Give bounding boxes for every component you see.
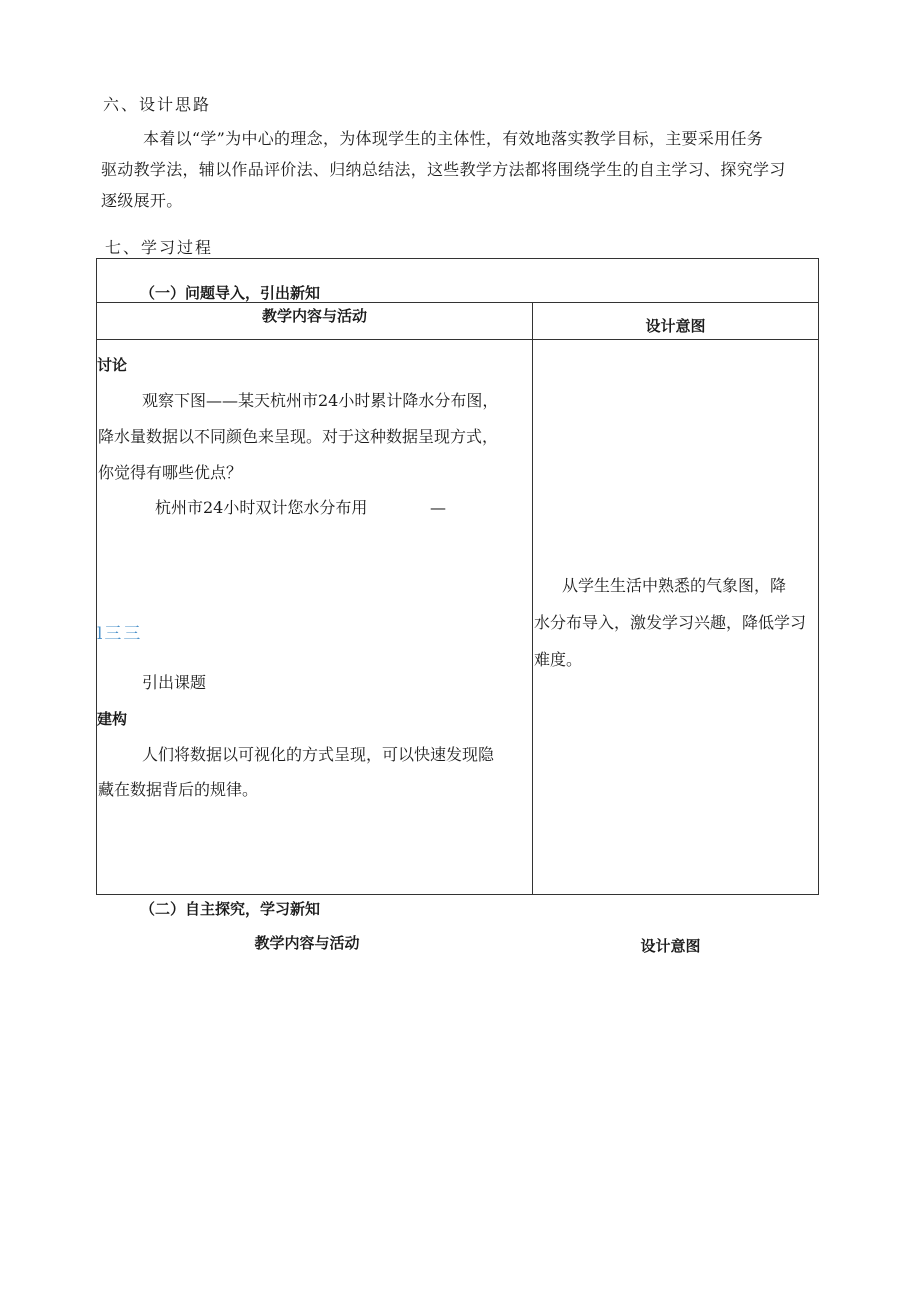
construct-label: 建构 [97, 710, 128, 728]
table-border-right [818, 258, 819, 895]
construct-line-1: 人们将数据以可视化的方式呈现，可以快速发现隐 [142, 745, 495, 764]
table-column-divider [532, 302, 533, 895]
part-one-left-header: 教学内容与活动 [261, 307, 367, 325]
intent-line-1: 从学生生活中熟悉的气象图，降 [562, 576, 787, 595]
discussion-line-1: 观察下图——某天杭州市24小时累计降水分布图， [142, 391, 499, 410]
section-six-title: 六、设计思路 [103, 95, 212, 114]
table-row-divider-2 [96, 339, 819, 340]
part-two-right-header: 设计意图 [640, 937, 701, 955]
intent-line-3: 难度。 [534, 650, 583, 669]
discussion-line-3: 你觉得有哪些优点？ [98, 463, 243, 482]
table-border-bottom [96, 894, 819, 895]
figure-caption: 杭州市24小时双计您水分布用 [155, 498, 368, 517]
construct-line-2: 藏在数据背后的规律。 [98, 780, 259, 799]
section-six-line-1: 本着以“学”为中心的理念，为体现学生的主体性，有效地落实教学目标，主要采用任务 [143, 129, 764, 148]
table-border-top [96, 258, 819, 259]
section-six-line-2: 驱动教学法，辅以作品评价法、归纳总结法，这些教学方法都将围绕学生的自主学习、探究学习 [101, 160, 786, 179]
part-two-title: （二）自主探究，学习新知 [140, 900, 321, 918]
intent-line-2: 水分布导入，激发学习兴趣，降低学习 [534, 613, 807, 632]
intro-topic: 引出课题 [142, 673, 207, 692]
figure-caption-dash: — [430, 498, 446, 517]
discussion-line-2: 降水量数据以不同颜色来呈现。对于这种数据呈现方式， [98, 427, 499, 446]
section-seven-title: 七、学习过程 [105, 238, 214, 257]
part-one-title: （一）问题导入，引出新知 [140, 284, 321, 302]
discussion-label: 讨论 [97, 356, 128, 374]
section-six-line-3: 逐级展开。 [101, 191, 183, 210]
part-one-right-header: 设计意图 [645, 317, 706, 335]
part-two-left-header: 教学内容与活动 [254, 934, 360, 952]
figure-placeholder-glyph: l三三 [97, 624, 143, 644]
